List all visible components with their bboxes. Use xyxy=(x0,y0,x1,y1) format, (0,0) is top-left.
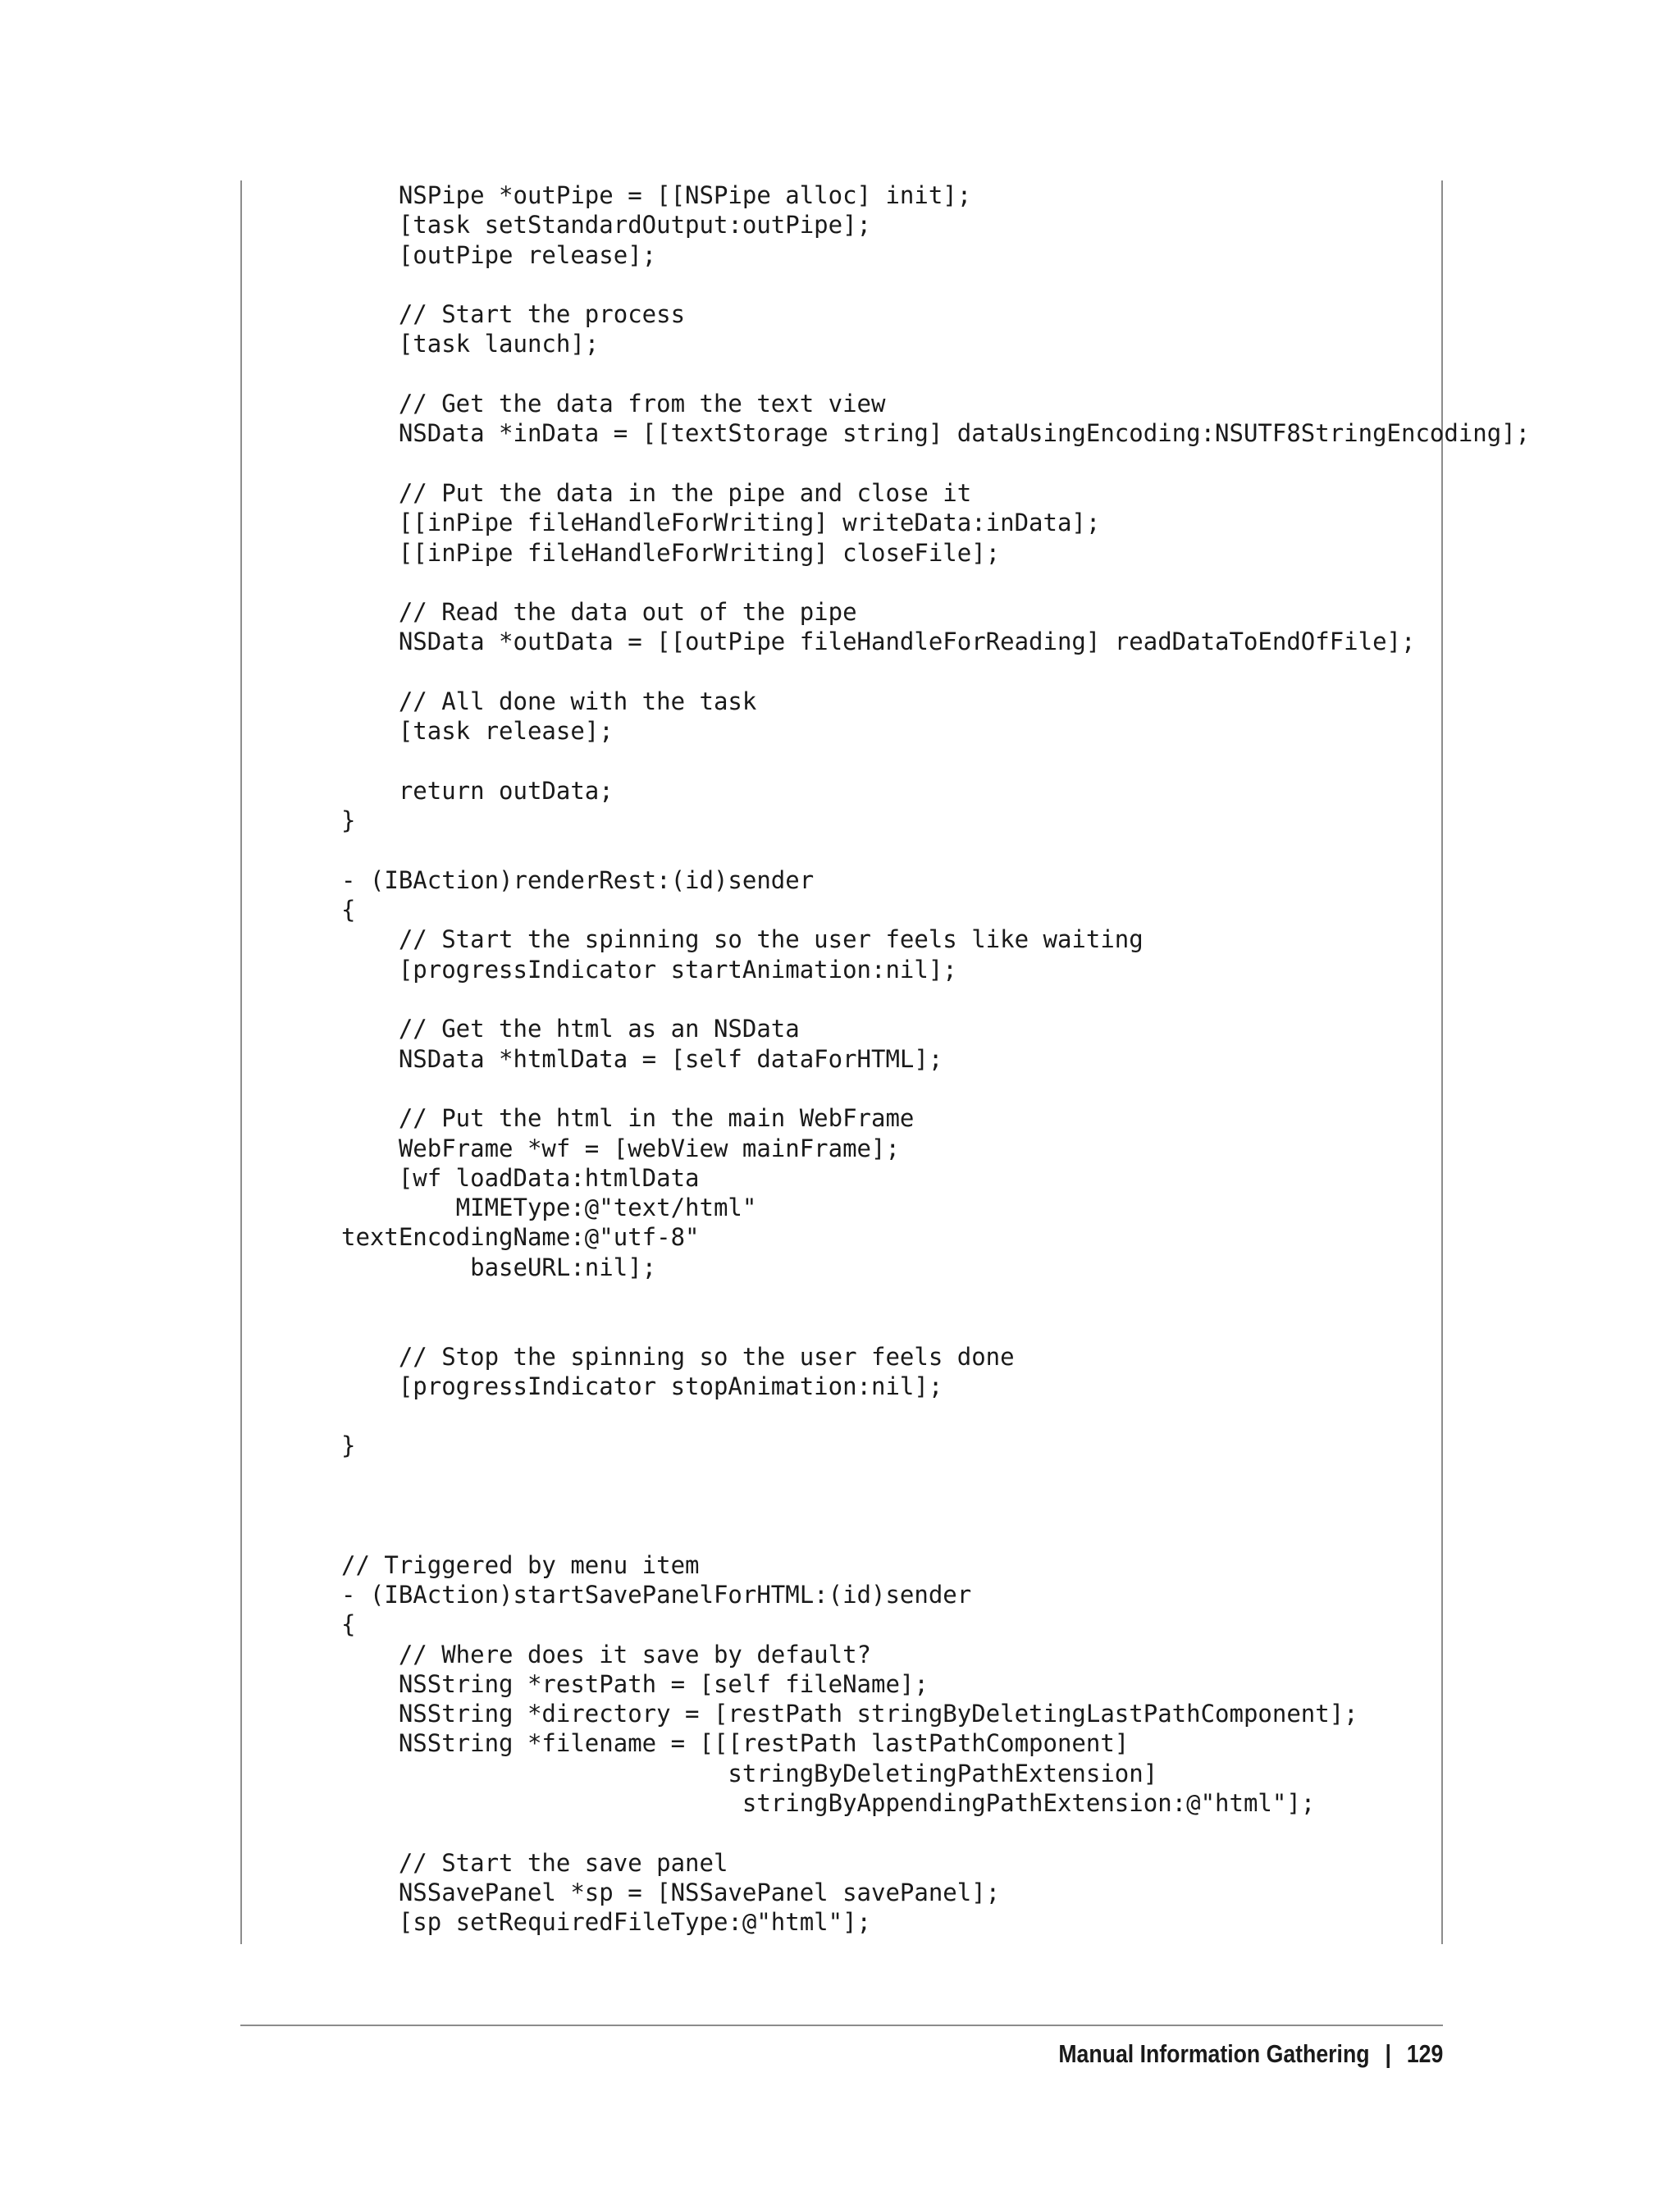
code-line: NSData *inData = [[textStorage string] dataUsingEncoding:NSUTF8StringEncoding]; xyxy=(341,419,1531,448)
code-line: // All done with the task xyxy=(341,687,757,716)
code-line: // Start the spinning so the user feels like waiting xyxy=(341,925,1144,954)
code-line: [progressIndicator startAnimation:nil]; xyxy=(341,955,957,984)
code-line xyxy=(341,270,1530,299)
code-line: // Where does it save by default? xyxy=(341,1640,872,1669)
footer-separator: | xyxy=(1385,2039,1391,2068)
footer-section-title: Manual Information Gathering xyxy=(1058,2039,1370,2068)
code-line xyxy=(341,984,1530,1014)
code-line xyxy=(341,657,1530,687)
code-line xyxy=(341,836,1530,865)
code-line: [progressIndicator stopAnimation:nil]; xyxy=(341,1372,943,1400)
code-line: } xyxy=(341,806,356,835)
code-line: [wf loadData:htmlData xyxy=(341,1163,700,1192)
code-line xyxy=(341,1074,1530,1103)
code-line xyxy=(341,1520,1530,1550)
code-line: [task setStandardOutput:outPipe]; xyxy=(341,211,872,240)
code-line: - (IBAction)renderRest:(id)sender xyxy=(341,865,815,894)
footer-rule xyxy=(240,2025,1443,2026)
code-line: [task launch]; xyxy=(341,330,600,358)
code-line: [sp setRequiredFileType:@"html"]; xyxy=(341,1908,872,1937)
code-line xyxy=(341,746,1530,776)
code-line: } xyxy=(341,1431,356,1460)
code-line: { xyxy=(341,896,356,924)
code-line: NSString *filename = [[[restPath lastPathComponent] xyxy=(341,1729,1130,1758)
code-line: // Put the data in the pipe and close it xyxy=(341,478,972,507)
page-footer xyxy=(1058,2039,1443,2069)
code-line: return outData; xyxy=(341,776,614,805)
code-line xyxy=(341,1282,1530,1312)
code-line xyxy=(341,1461,1530,1491)
code-line: { xyxy=(341,1610,356,1639)
code-line: stringByDeletingPathExtension] xyxy=(341,1759,1158,1787)
code-line xyxy=(341,568,1530,597)
code-line: // Get the html as an NSData xyxy=(341,1015,800,1043)
code-line: NSData *outData = [[outPipe fileHandleForReading] readDataToEndOfFile]; xyxy=(341,628,1416,656)
code-line: [task release]; xyxy=(341,717,614,746)
code-line: - (IBAction)startSavePanelForHTML:(id)sender xyxy=(341,1580,972,1609)
code-line: NSPipe *outPipe = [[NSPipe alloc] init]; xyxy=(341,181,972,209)
code-line: // Start the save panel xyxy=(341,1848,728,1877)
code-line: MIMEType:@"text/html" xyxy=(341,1194,757,1222)
code-line: // Stop the spinning so the user feels done xyxy=(341,1342,1015,1371)
code-line xyxy=(341,1491,1530,1520)
code-line xyxy=(341,1401,1530,1431)
code-line: // Triggered by menu item xyxy=(341,1550,700,1579)
code-line: stringByAppendingPathExtension:@"html"]; xyxy=(341,1789,1316,1818)
code-line: NSSavePanel *sp = [NSSavePanel savePanel]; xyxy=(341,1878,1001,1906)
code-line: WebFrame *wf = [webView mainFrame]; xyxy=(341,1134,900,1162)
code-line: // Read the data out of the pipe xyxy=(341,598,857,627)
code-line: NSString *restPath = [self fileName]; xyxy=(341,1669,929,1698)
code-line: NSData *htmlData = [self dataForHTML]; xyxy=(341,1044,943,1073)
code-line: [outPipe release]; xyxy=(341,240,657,269)
code-line: // Put the html in the main WebFrame xyxy=(341,1104,915,1133)
code-line xyxy=(341,359,1530,389)
code-line: textEncodingName:@"utf-8" xyxy=(341,1223,700,1252)
code-line xyxy=(341,449,1530,478)
code-line: // Start the process xyxy=(341,300,686,329)
code-line: [[inPipe fileHandleForWriting] writeData:inData]; xyxy=(341,509,1101,537)
code-listing xyxy=(341,180,1530,1938)
code-line: [[inPipe fileHandleForWriting] closeFile]; xyxy=(341,538,1001,567)
page-number: 129 xyxy=(1406,2039,1443,2068)
code-line: NSString *directory = [restPath stringByDeletingLastPathComponent]; xyxy=(341,1700,1358,1728)
code-line: baseURL:nil]; xyxy=(341,1253,657,1281)
code-line xyxy=(341,1818,1530,1847)
code-line xyxy=(341,1312,1530,1341)
code-line: // Get the data from the text view xyxy=(341,390,886,418)
